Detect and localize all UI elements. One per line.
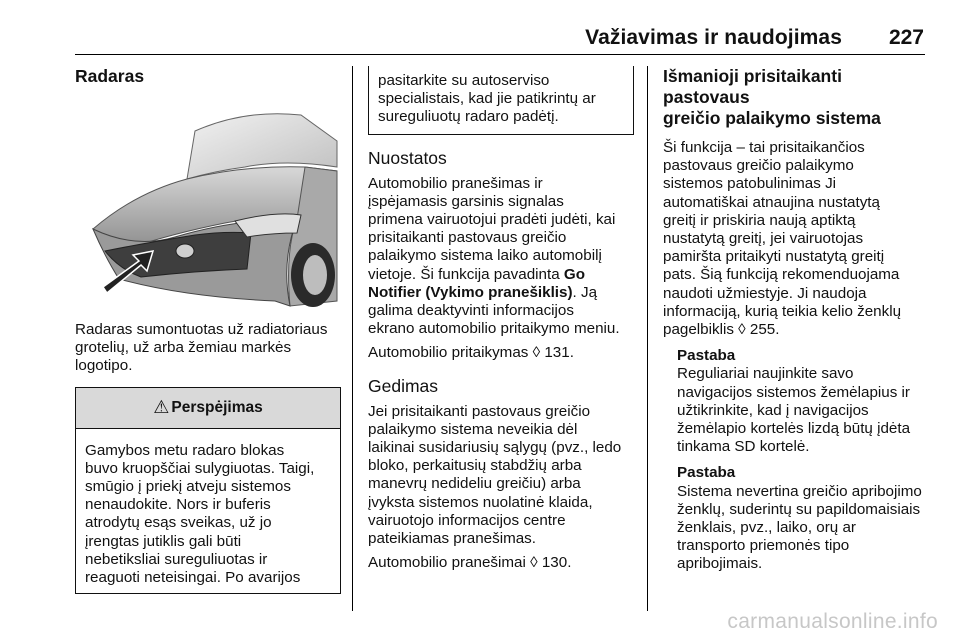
text-line: Ši funkcija – tai prisitaikančios [663,139,865,156]
column-3 [663,66,928,574]
text-line: įspėjamasis garsinis signalas [368,192,564,210]
note-line: tinkama SD kortelė. [677,438,810,456]
warning-line: smūgio į priekį atveju sistemos [85,478,291,496]
header-title: Važiavimas ir naudojimas [585,26,842,49]
note-line: apribojimais. [677,555,763,573]
text-line: greitį ir priskiria naują aptiktą [663,211,856,229]
feature-name: Go [563,265,585,283]
section-heading-intelligent-acc: greičio palaikymo sistema [663,108,881,128]
reference-arrow-icon: ◊ [530,554,538,572]
column-divider [352,66,353,611]
reference-page: 131. [544,344,574,362]
caption-line: grotelių, už arba žemiau markės [75,339,292,357]
text-line: bloko, perkaitusių stabdžių arba [368,457,582,475]
text-line: sistemos patobulinimas Ji [663,175,837,193]
note-line: ženklų, suderintų su papildomaisiais [677,500,921,518]
text-line: informaciją, kurią teikia kelio ženklų [663,302,902,320]
text-line: pamiršta pritaikyti nustatytą greitį [663,248,885,266]
header-rule [75,54,925,55]
cross-reference[interactable] [663,321,928,339]
cross-reference[interactable] [368,554,632,572]
warning-body [76,429,340,594]
subheading-settings: Nuostatos [368,147,447,168]
reference-arrow-icon: ◊ [738,321,746,339]
text-line: manevrų nedideliu greičiu) arba [368,475,581,493]
text-line: nustatytą greitį, jei vairuotojas [663,230,864,248]
text-line: vairuotojo informacijos centre [368,511,566,529]
text-line: pats. Šią funkciją rekomenduojama [663,266,900,284]
warning-line: atrodytų esąs sveikas, už jo [85,514,272,532]
note-navigation-maps [677,347,928,573]
warning-triangle-icon: ⚠ [153,397,170,418]
column-2 [368,66,632,572]
warning-title: Perspėjimas [171,398,263,416]
text-line: ekrano automobilio pritaikymo meniu. [368,320,620,338]
text-line: pateikiamas pranešimas. [368,530,536,548]
note-line: navigacijos sistemos žemėlapius ir [677,383,910,401]
subheading-faults: Gedimas [368,375,439,396]
note-title: Pastaba [677,347,736,365]
warning-line: buvo kruopščiai sulygiuotas. Taigi, [85,459,315,477]
text-line: palaikymo sistema neveikia dėl [368,420,578,438]
note-line: ženklais, pvz., laiko, orų ar [677,519,856,537]
caption-line: Radaras sumontuotas už radiatoriaus [75,321,328,338]
note-line: užtikrinkite, kad į navigacijos [677,401,869,419]
text-line [368,284,632,302]
reference-label: pagelbiklis [663,321,734,339]
text-line: galima deaktyvinti informacijos [368,302,574,320]
warning-line: specialistais, kad jie patikrintų ar [378,90,596,108]
text-line: naudoti užmiestyje. Ji naudoja [663,284,867,302]
warning-box [75,387,341,595]
warning-line: sureguliuotų radaro padėtį. [378,108,559,126]
reference-label: Automobilio pritaikymas [368,344,529,362]
page-number: 227 [888,26,924,49]
warning-line: nebetiksliai sureguliuotas ir [85,550,268,568]
text-fragment: . Ją [572,283,598,301]
warning-line: Gamybos metu radaro blokas [85,441,285,459]
note-line: žemėlapio kortelės lizdą būtų įdėta [677,420,911,438]
warning-box-continued [368,66,634,135]
note-title: Pastaba [677,464,736,482]
warning-header [76,388,340,429]
reference-page: 255. [749,321,780,339]
note-line: transporto priemonės tipo [677,537,850,555]
section-heading-radar: Radaras [75,66,145,86]
text-line: prisitaikanti pastovaus greičio [368,229,567,247]
note-line: Reguliariai naujinkite savo [677,365,854,383]
warning-line: nenaudokite. Nors ir buferis [85,496,271,514]
text-fragment: vietoje. Ši funkcija pavadinta [368,265,564,283]
text-line: automatiškai atnaujina nustatytą [663,193,880,211]
warning-line: įrengtas jutiklis gali būti [85,532,242,550]
feature-name: Notifier (Vykimo pranešiklis) [368,283,573,301]
text-line: pastovaus greičio palaikymo [663,157,854,175]
cross-reference[interactable] [368,344,632,362]
car-front-illustration [75,101,341,311]
reference-page: 130. [541,554,572,572]
reference-arrow-icon: ◊ [532,344,541,362]
watermark: carmanualsonline.info [727,610,938,633]
text-line: primena vairuotojui pradėti judėti, kai [368,211,616,229]
section-heading-intelligent-acc: Išmanioji prisitaikanti pastovaus [663,66,842,107]
text-line [368,266,632,284]
text-line: Jei prisitaikanti pastovaus greičio [368,402,591,420]
text-line: palaikymo sistema laiko automobilį [368,247,602,265]
reference-label: Automobilio pranešimai [368,554,526,572]
text-line: įvyksta sistemos nuolatinė klaida, [368,493,593,511]
column-1 [75,66,341,594]
text-line: Automobilio pranešimas ir [368,174,543,192]
warning-line: reaguoti neteisingai. Po avarijos [85,569,301,587]
warning-line: pasitarkite su autoserviso [378,72,550,89]
note-line: Sistema nevertina greičio apribojimo [677,482,922,500]
text-line: laikinai susidariusių sąlygų (pvz., ledo [368,439,622,457]
caption-line: logotipo. [75,357,133,375]
column-divider [647,66,648,611]
